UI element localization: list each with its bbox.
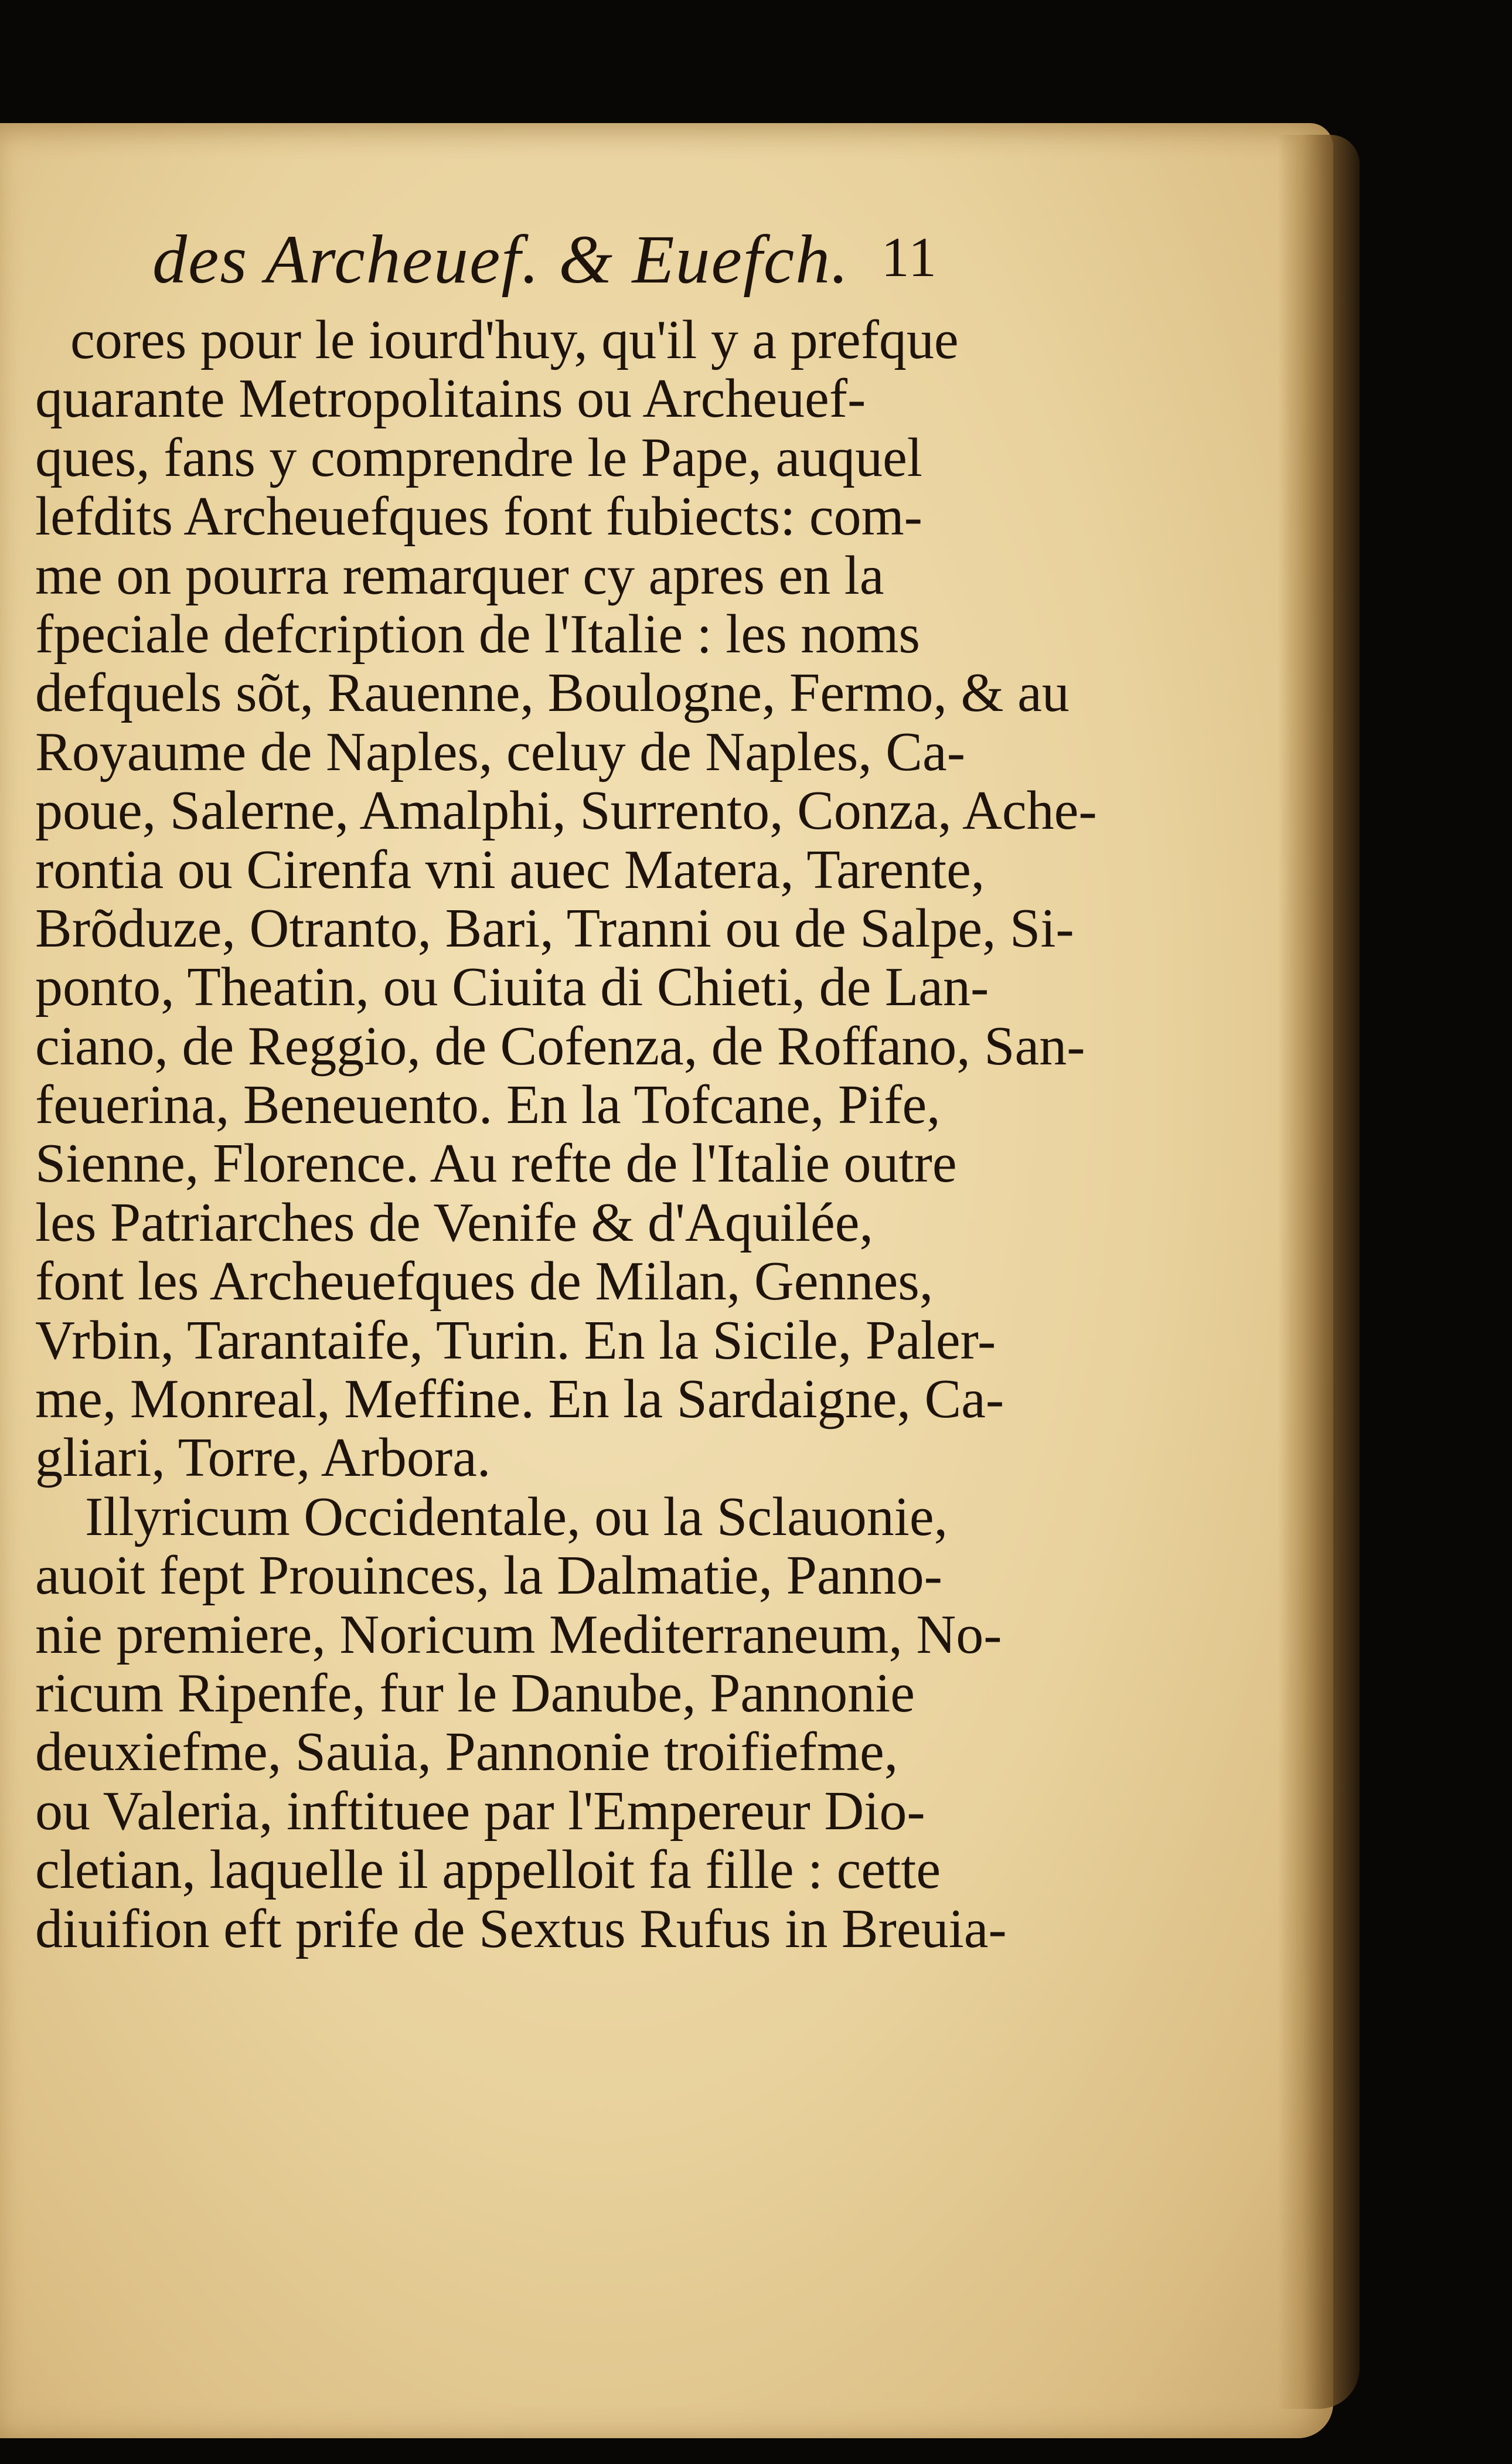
text-line: fpeciale defcription de l'Italie : les noms — [35, 603, 920, 665]
text-line: ciano, de Reggio, de Cofenza, de Roffano, San- — [35, 1015, 1085, 1077]
text-line: Illyricum Occidentale, ou la Sclauonie, — [85, 1486, 948, 1547]
text-body — [35, 309, 1097, 1959]
text-line: ou Valeria, inftituee par l'Empereur Dio- — [35, 1780, 925, 1842]
text-line: gliari, Torre, Arbora. — [35, 1427, 491, 1489]
text-line: cletian, laquelle il appelloit fa fille : cette — [35, 1839, 941, 1901]
text-line: Vrbin, Tarantaife, Turin. En la Sicile, Paler- — [35, 1309, 996, 1371]
text-line: ricum Ripenfe, fur le Danube, Pannonie — [35, 1662, 915, 1724]
running-title: des Archeuef. & Euefch. — [152, 221, 850, 298]
text-line: me, Monreal, Meffine. En la Sardaigne, Ca- — [35, 1369, 1004, 1430]
text-line: ponto, Theatin, ou Ciuita di Chieti, de Lan- — [35, 957, 989, 1018]
text-line: nie premiere, Noricum Mediterraneum, No- — [35, 1604, 1002, 1665]
text-line: rontia ou Cirenfa vni auec Matera, Tarente, — [35, 839, 985, 900]
text-line: defquels sõt, Rauenne, Boulogne, Fermo, & au — [35, 662, 1070, 724]
text-line: deuxiefme, Sauia, Pannonie troifiefme, — [35, 1721, 898, 1783]
running-header — [152, 220, 938, 308]
text-line: les Patriarches de Venife & d'Aquilée, — [35, 1192, 873, 1253]
page-edge-shadow — [1278, 135, 1360, 2409]
text-line: Brõduze, Otranto, Bari, Tranni ou de Salpe, Si- — [35, 897, 1074, 959]
page-number: 11 — [881, 226, 938, 288]
text-line: quarante Metropolitains ou Archeuef- — [35, 368, 866, 430]
text-line: font les Archeuefques de Milan, Gennes, — [35, 1251, 934, 1312]
text-line: feuerina, Beneuento. En la Tofcane, Pife, — [35, 1074, 941, 1136]
text-line: poue, Salerne, Amalphi, Surrento, Conza, Ache- — [35, 780, 1097, 842]
text-line: Royaume de Naples, celuy de Naples, Ca- — [35, 721, 966, 782]
text-line: diuifion eft prife de Sextus Rufus in Breuia- — [35, 1898, 1007, 1959]
text-line: lefdits Archeuefques font fubiects: com- — [35, 486, 922, 547]
text-line: ques, fans y comprendre le Pape, auquel — [35, 427, 922, 488]
text-line: cores pour le iourd'huy, qu'il y a prefque — [70, 309, 959, 370]
text-line: Sienne, Florence. Au refte de l'Italie outre — [35, 1133, 957, 1194]
text-line: auoit fept Prouinces, la Dalmatie, Panno- — [35, 1545, 942, 1607]
text-line: me on pourra remarquer cy apres en la — [35, 544, 884, 606]
